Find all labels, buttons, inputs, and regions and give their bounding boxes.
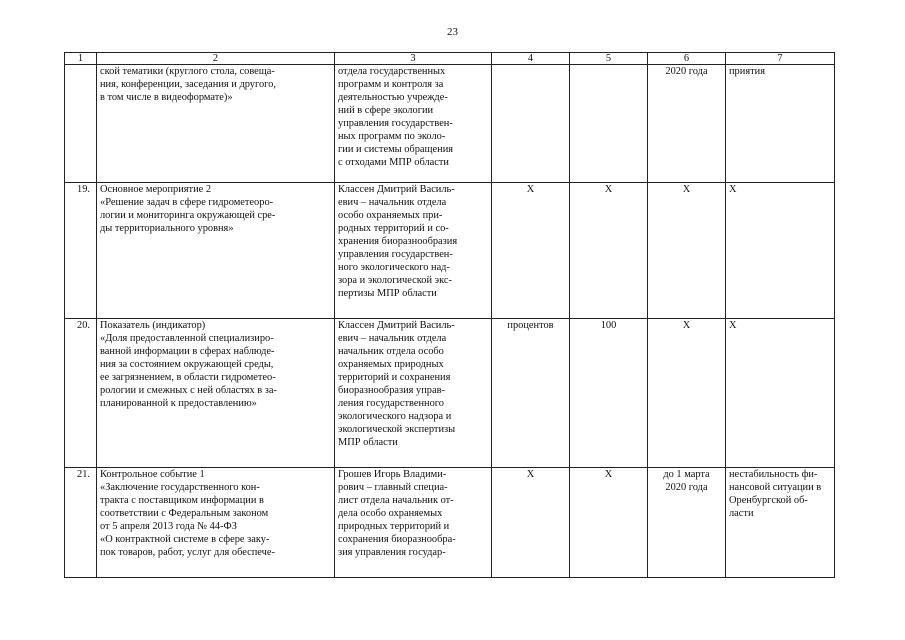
text-line: охраняемых природных [338, 359, 444, 370]
text-line: ды территориального уровня» [100, 223, 234, 234]
text-line: пок товаров, работ, услуг для обеспече- [100, 547, 275, 558]
text-line: Классен Дмитрий Василь- [338, 184, 455, 195]
deadline-cell [648, 65, 726, 183]
text-line: ее загрязнением, в области гидрометео- [100, 372, 276, 383]
text-line: «Заключение государственного кон- [100, 482, 260, 493]
table-body [65, 53, 835, 578]
activity-cell [97, 183, 335, 319]
unit-cell [492, 65, 570, 183]
value-cell: Х [570, 183, 648, 319]
responsible-cell [335, 183, 492, 319]
text-line: 2020 года [665, 482, 708, 493]
value-cell [570, 65, 648, 183]
risk-cell [726, 183, 835, 319]
text-line: отдела государственных [338, 66, 446, 77]
unit-cell: Х [492, 468, 570, 578]
text-line: Х [729, 184, 737, 195]
text-line: от 5 апреля 2013 года № 44-ФЗ [100, 521, 237, 532]
text-line: логии и мониторинга окружающей сре- [100, 210, 276, 221]
column-header: 7 [726, 53, 835, 65]
risk-cell [726, 319, 835, 468]
text-line: лист отдела начальник от- [338, 495, 454, 506]
text-line: Основное мероприятие 2 [100, 184, 212, 195]
column-number-row [65, 53, 835, 65]
text-line: «Решение задач в сфере гидрометеоро- [100, 197, 274, 208]
text-line: в том числе в видеоформате)» [100, 92, 233, 103]
plan-table [64, 52, 835, 578]
deadline-cell [648, 468, 726, 578]
responsible-cell [335, 65, 492, 183]
text-line: Контрольное событие 1 [100, 469, 205, 480]
text-line: зора и экологической экс- [338, 275, 452, 286]
text-line: Оренбургской об- [729, 495, 808, 506]
responsible-cell [335, 319, 492, 468]
text-line: «О контрактной системе в сфере заку- [100, 534, 270, 545]
column-header: 2 [97, 53, 335, 65]
text-line: соответствии с Федеральным законом [100, 508, 269, 519]
responsible-cell [335, 468, 492, 578]
text-line: хранения биоразнообразия [338, 236, 458, 247]
text-line: программ и контроля за [338, 79, 444, 90]
column-header: 3 [335, 53, 492, 65]
table-row [65, 468, 835, 578]
text-line: территорий и сохранения [338, 372, 451, 383]
text-line: управления государствен- [338, 118, 453, 129]
text-line: экологического надзора и [338, 411, 452, 422]
text-line: ния за состоянием окружающей среды, [100, 359, 274, 370]
text-line: «Доля предоставленной специализиро- [100, 333, 274, 344]
text-line: МПР области [338, 437, 398, 448]
text-line: сохранения биоразнообра- [338, 534, 456, 545]
text-line: приятия [729, 66, 765, 77]
unit-cell: процентов [492, 319, 570, 468]
text-line: до 1 марта [663, 469, 710, 480]
activity-cell [97, 468, 335, 578]
text-line: ний в сфере экологии [338, 105, 434, 116]
text-line: евич – начальник отдела [338, 197, 447, 208]
activity-cell [97, 65, 335, 183]
text-line: ных программ по эколо- [338, 131, 446, 142]
page-number: 23 [447, 26, 458, 38]
text-line: с отходами МПР области [338, 157, 449, 168]
text-line: Х [682, 184, 691, 195]
value-cell: 100 [570, 319, 648, 468]
row-number: 20. [65, 319, 97, 468]
deadline-cell [648, 319, 726, 468]
text-line: 2020 года [665, 66, 708, 77]
text-line: деятельностью учрежде- [338, 92, 448, 103]
risk-cell [726, 65, 835, 183]
value-cell: Х [570, 468, 648, 578]
text-line: ления государственного [338, 398, 444, 409]
text-line: зия управления государ- [338, 547, 446, 558]
text-line: экологической экспертизы [338, 424, 456, 435]
text-line: ния, конференции, заседания и другого, [100, 79, 276, 90]
text-line: биоразнообразия управ- [338, 385, 445, 396]
text-line: ласти [729, 508, 754, 519]
text-line: ванной информации в сферах наблюде- [100, 346, 275, 357]
text-line: дела особо охраняемых [338, 508, 443, 519]
text-line: нансовой ситуации в [729, 482, 822, 493]
text-line: евич – начальник отдела [338, 333, 447, 344]
deadline-cell [648, 183, 726, 319]
text-line: Классен Дмитрий Василь- [338, 320, 455, 331]
column-header: 5 [570, 53, 648, 65]
row-number: 19. [65, 183, 97, 319]
column-header: 6 [648, 53, 726, 65]
activity-cell [97, 319, 335, 468]
text-line: ного экологического над- [338, 262, 450, 273]
text-line: Грошев Игорь Владими- [338, 469, 447, 480]
column-header: 4 [492, 53, 570, 65]
table-row [65, 65, 835, 183]
text-line: Показатель (индикатор) [100, 320, 206, 331]
text-line: планированной к предоставлению» [100, 398, 257, 409]
table-row [65, 319, 835, 468]
text-line: Х [682, 320, 691, 331]
text-line: начальник отдела особо [338, 346, 444, 357]
unit-cell: Х [492, 183, 570, 319]
risk-cell [726, 468, 835, 578]
text-line: гии и системы обращения [338, 144, 454, 155]
text-line: тракта с поставщиком информации в [100, 495, 264, 506]
row-number [65, 65, 97, 183]
text-line: природных территорий и [338, 521, 450, 532]
text-line: рологии и смежных с ней областях в за- [100, 385, 277, 396]
text-line: пертизы МПР области [338, 288, 437, 299]
text-line: нестабильность фи- [729, 469, 818, 480]
text-line: особо охраняемых при- [338, 210, 443, 221]
column-header: 1 [65, 53, 97, 65]
text-line: управления государствен- [338, 249, 453, 260]
table-row [65, 183, 835, 319]
text-line: ской тематики (круглого стола, совеща- [100, 66, 275, 77]
text-line: рович – главный специа- [338, 482, 448, 493]
text-line: Х [729, 320, 737, 331]
text-line: родных территорий и со- [338, 223, 449, 234]
row-number: 21. [65, 468, 97, 578]
